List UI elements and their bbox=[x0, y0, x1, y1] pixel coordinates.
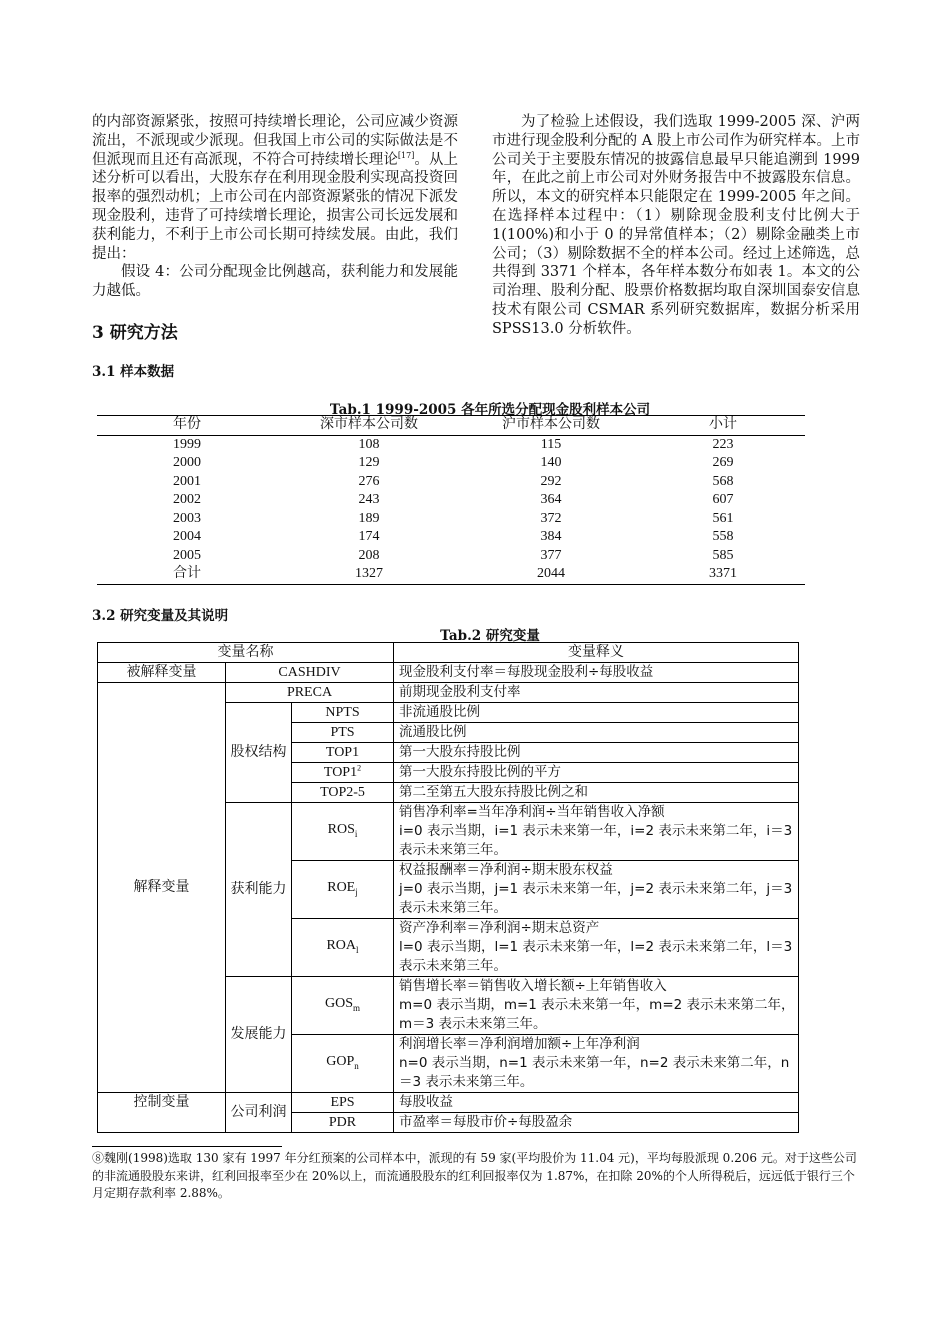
variable-cell: NPTS bbox=[292, 703, 394, 723]
subscript: l bbox=[356, 944, 359, 955]
cell: 115 bbox=[540, 436, 562, 452]
cell: 174 bbox=[358, 529, 380, 545]
definition-text: 资产净利率＝净利润÷期末总资产 bbox=[399, 920, 600, 936]
category-cell: 被解释变量 bbox=[98, 663, 226, 683]
definition-text: 销售净利率=当年净利润÷当年销售收入净额 bbox=[399, 804, 665, 820]
definition-cell bbox=[394, 723, 799, 743]
variable-text: GOP bbox=[326, 1053, 355, 1069]
subscript: j bbox=[355, 886, 358, 897]
table1-caption: Tab.1 1999-2005 各年所选分配现金股利样本公司 bbox=[329, 402, 651, 418]
column-header: 沪市样本公司数 bbox=[461, 416, 641, 436]
table-row bbox=[97, 547, 805, 566]
cell: 223 bbox=[712, 436, 734, 452]
definition-text: i=0 表示当期，i=1 表示未来第一年，i=2 表示未来第二年，i＝3 表示未来第三年。 bbox=[399, 823, 793, 858]
variable-cell: PTS bbox=[292, 723, 394, 743]
variable-cell bbox=[292, 803, 394, 861]
table2-caption: Tab.2 研究变量 bbox=[440, 628, 540, 644]
definition-cell bbox=[394, 683, 799, 703]
definition-text: 第一大股东持股比例 bbox=[399, 744, 521, 760]
cell: 561 bbox=[712, 510, 734, 526]
cell: 269 bbox=[712, 455, 734, 471]
variable-cell bbox=[292, 919, 394, 977]
variable-cell: EPS bbox=[292, 1093, 394, 1113]
cell: 2004 bbox=[173, 529, 201, 545]
cell: 129 bbox=[358, 455, 380, 471]
definition-cell bbox=[394, 783, 799, 803]
cell: 384 bbox=[540, 529, 562, 545]
cell: 189 bbox=[358, 510, 380, 526]
para-text: 。从上述分析可以看出，大股东存在利用现金股利实现高投资回报率的强烈动机；上市公司在内部资源紧张的情况下派发现金股利，违背了可持续增长理论，损害公司长远发展和获利能力，不利于上市公司长期可持续发展。由此，我们提出： bbox=[92, 151, 459, 262]
cell: 合计 bbox=[97, 565, 277, 584]
cell: 140 bbox=[540, 455, 562, 471]
footnote bbox=[92, 1150, 860, 1203]
variable-cell bbox=[292, 977, 394, 1035]
variable-cell: TOP2-5 bbox=[292, 783, 394, 803]
cell: 607 bbox=[712, 492, 734, 508]
body-paragraph: 为了检验上述假设，我们选取 1999-2005 深、沪两市进行现金股利分配的 A 股上市公司作为研究样本。上市公司关于主要股东情况的披露信息最早只能追溯到 1999 年，在此之前上市公司对外财务报告中不披露股东信息。所以，本文的研究样本只能限定在 1999-2005 年之间。在选择样本过程中：（1）剔除现金股利支付比例大于 1(100%)和小于 0 的异常值样本；（2）剔除金融类上市公司；（3）剔除数据不全的样本公司。经过上述筛选，总共得到 3371 个样本，各年样本数分布如表 1。本文的公司治理、股利分配、股票价格数据均取自深圳国泰安信息技术有限公司 CSMAR 系列研究数据库，数据分析采用 SPSS13.0 分析软件。 bbox=[492, 114, 860, 337]
variable-text: GOS bbox=[324, 995, 353, 1011]
variable-cell bbox=[292, 861, 394, 919]
column-header: 小计 bbox=[641, 416, 805, 436]
table-row bbox=[98, 683, 799, 703]
cell: 558 bbox=[712, 529, 734, 545]
category-cell: 解释变量 bbox=[98, 683, 226, 1093]
definition-cell bbox=[394, 861, 799, 919]
column-header: 深市样本公司数 bbox=[277, 416, 461, 436]
definition-cell bbox=[394, 1093, 799, 1113]
variable-text: ROS bbox=[327, 821, 355, 837]
section-3-title: 3 研究方法 bbox=[92, 323, 178, 343]
cell: 2003 bbox=[173, 510, 201, 526]
column-header: 变量释义 bbox=[394, 643, 799, 663]
variable-cell: TOP1 bbox=[292, 743, 394, 763]
variable-cell bbox=[292, 763, 394, 783]
cell: 3371 bbox=[641, 565, 805, 584]
subscript: n bbox=[354, 1060, 359, 1071]
definition-text: m=0 表示当期，m=1 表示未来第一年，m=2 表示未来第二年，m＝3 表示未来第三年。 bbox=[399, 997, 795, 1032]
definition-cell bbox=[394, 1035, 799, 1093]
cell: 364 bbox=[540, 492, 562, 508]
table-row bbox=[97, 454, 805, 473]
cell: 292 bbox=[540, 473, 562, 489]
table-row bbox=[97, 528, 805, 547]
footnote-text: 魏刚(1998)选取 130 家有 1997 年分红预案的公司样本中，派现的有 59 家(平均股价为 11.04 元)，平均每股派现 0.206 元。对于这些公司的非流通股股东来讲，红利回报率至少在 20%以上，而流通股股东的红利回报率仅为 1.87%，在扣除 20%的个人所得税后，远远低于银行三个月定期存款利率 2.88%。 bbox=[92, 1151, 857, 1200]
definition-text: 权益报酬率＝净利润÷期末股东权益 bbox=[399, 862, 613, 878]
group-cell: 发展能力 bbox=[226, 977, 292, 1093]
definition-text: 第一大股东持股比例的平方 bbox=[399, 764, 561, 780]
variable-cell bbox=[292, 1035, 394, 1093]
definition-cell bbox=[394, 743, 799, 763]
table-row bbox=[97, 510, 805, 529]
definition-text: j=0 表示当期，j=1 表示未来第一年，j=2 表示未来第二年，j＝3 表示未来第三年。 bbox=[399, 881, 793, 916]
group-cell: 股权结构 bbox=[226, 703, 292, 803]
cell: 372 bbox=[540, 510, 562, 526]
variable-text: TOP1 bbox=[323, 765, 358, 780]
table1 bbox=[97, 415, 805, 585]
variable-cell: CASHDIV bbox=[226, 663, 394, 683]
table-header-row bbox=[98, 643, 799, 663]
section-3-1-title: 3.1 样本数据 bbox=[92, 364, 175, 380]
para-text: 的内部资源紧张，按照可持续增长理论，公司应减少资源流出，不派现或少派现。但我国上市公司的实际做法是不但派现而且还有高派现，不符合可持续增长理论 bbox=[92, 114, 458, 168]
cell: 377 bbox=[540, 547, 562, 563]
group-cell: 公司利润 bbox=[226, 1093, 292, 1133]
cell: 2002 bbox=[173, 492, 201, 508]
table-row bbox=[98, 663, 799, 683]
definition-cell bbox=[394, 663, 799, 683]
table-total-row bbox=[97, 565, 805, 584]
section-3-2-title: 3.2 研究变量及其说明 bbox=[92, 608, 229, 624]
table-row bbox=[98, 1093, 799, 1113]
table2 bbox=[97, 642, 799, 1133]
definition-text: 每股收益 bbox=[399, 1094, 453, 1110]
cell: 1999 bbox=[173, 436, 201, 452]
table-header-row bbox=[97, 416, 805, 436]
definition-cell bbox=[394, 919, 799, 977]
cell: 1327 bbox=[277, 565, 461, 584]
footnote-rule bbox=[92, 1146, 282, 1147]
variable-text: ROA bbox=[326, 937, 357, 953]
table-row bbox=[97, 491, 805, 510]
column-header: 年份 bbox=[97, 416, 277, 436]
table-row bbox=[97, 435, 805, 454]
definition-text: 非流通股比例 bbox=[399, 704, 480, 720]
column-header: 变量名称 bbox=[98, 643, 394, 663]
definition-cell bbox=[394, 703, 799, 723]
cell: 243 bbox=[358, 492, 380, 508]
group-cell: 获利能力 bbox=[226, 803, 292, 977]
cell: 2000 bbox=[173, 455, 201, 471]
definition-text: 市盈率＝每股市价÷每股盈余 bbox=[399, 1114, 573, 1130]
definition-text: n=0 表示当期，n=1 表示未来第一年，n=2 表示未来第二年，n＝3 表示未来第三年。 bbox=[399, 1055, 790, 1090]
cell: 2005 bbox=[173, 547, 201, 563]
cell: 568 bbox=[712, 473, 734, 489]
definition-text: 销售增长率＝销售收入增长额÷上年销售收入 bbox=[399, 978, 667, 994]
footnote-mark: ⑧ bbox=[92, 1151, 105, 1165]
definition-text: 流通股比例 bbox=[399, 724, 467, 740]
definition-text: 现金股利支付率＝每股现金股利÷每股收益 bbox=[399, 664, 654, 680]
subscript: i bbox=[354, 828, 358, 839]
left-column bbox=[92, 113, 458, 301]
definition-cell bbox=[394, 803, 799, 861]
cell: 276 bbox=[358, 473, 380, 489]
definition-cell bbox=[394, 763, 799, 783]
variable-cell: PDR bbox=[292, 1113, 394, 1133]
superscript: 2 bbox=[357, 763, 362, 773]
cell: 208 bbox=[358, 547, 380, 563]
variable-text: ROE bbox=[327, 879, 356, 895]
definition-text: 第二至第五大股东持股比例之和 bbox=[399, 784, 588, 800]
cell: 2001 bbox=[173, 473, 201, 489]
right-column bbox=[492, 113, 860, 339]
category-cell: 控制变量 bbox=[98, 1093, 226, 1133]
definition-cell bbox=[394, 977, 799, 1035]
citation: [17] bbox=[397, 150, 415, 160]
body-paragraph bbox=[92, 113, 458, 263]
subscript: m bbox=[353, 1002, 361, 1013]
table-row bbox=[97, 473, 805, 492]
cell: 585 bbox=[712, 547, 734, 563]
definition-text: 前期现金股利支付率 bbox=[399, 684, 521, 700]
definition-text: 利润增长率＝净利润增加额÷上年净利润 bbox=[399, 1036, 640, 1052]
definition-text: l=0 表示当期，l=1 表示未来第一年，l=2 表示未来第二年，l＝3 表示未来第三年。 bbox=[399, 939, 793, 974]
variable-cell: PRECA bbox=[226, 683, 394, 703]
hypothesis-4: 假设 4：公司分配现金比例越高，获利能力和发展能力越低。 bbox=[92, 264, 458, 300]
cell: 2044 bbox=[461, 565, 641, 584]
definition-cell bbox=[394, 1113, 799, 1133]
cell: 108 bbox=[358, 436, 380, 452]
